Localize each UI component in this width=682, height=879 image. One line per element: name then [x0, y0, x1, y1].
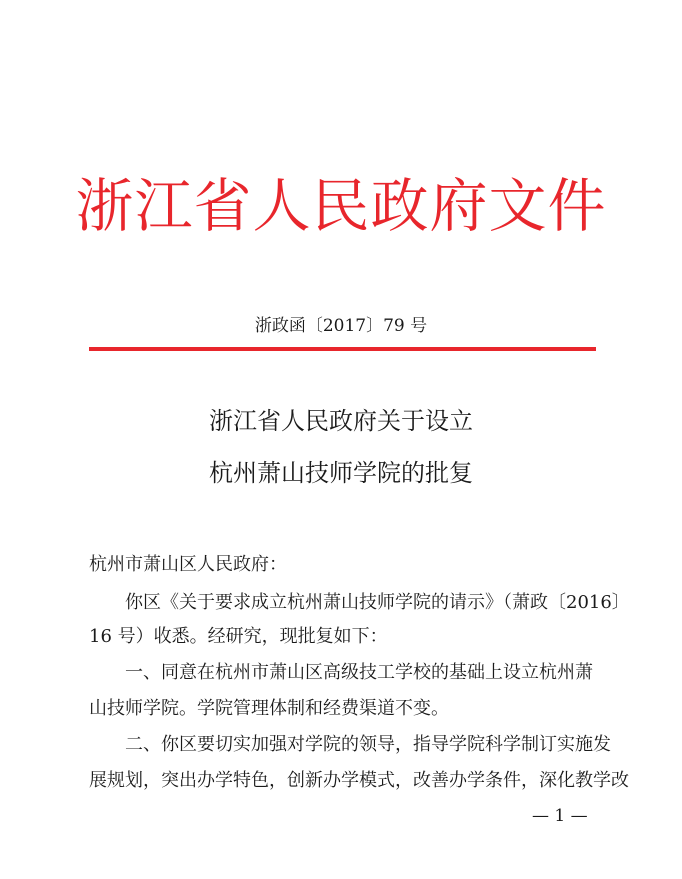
page-number: — 1 — — [532, 806, 588, 826]
body-line: 展规划，突出办学特色，创新办学模式，改善办学条件，深化教学改 — [89, 770, 629, 791]
body-line: 山技师学院。学院管理体制和经费渠道不变。 — [89, 698, 449, 719]
body-line: 16 号）收悉。经研究，现批复如下： — [89, 626, 388, 647]
document-number: 浙政函〔2017〕79 号 — [254, 316, 428, 336]
recipient-line: 杭州市萧山区人民政府： — [89, 554, 287, 575]
body-line: 一、同意在杭州市萧山区高级技工学校的基础上设立杭州萧 — [125, 662, 593, 683]
body-line: 二、你区要切实加强对学院的领导，指导学院科学制订实施发 — [125, 734, 611, 755]
red-separator-line — [89, 347, 596, 351]
body-line: 你区《关于要求成立杭州萧山技师学院的请示》（萧政〔2016〕 — [125, 592, 630, 613]
document-masthead: 浙江省人民政府文件 — [75, 172, 607, 240]
document-title-line-2: 杭州萧山技师学院的批复 — [209, 459, 473, 487]
document-title-line-1: 浙江省人民政府关于设立 — [209, 407, 473, 435]
